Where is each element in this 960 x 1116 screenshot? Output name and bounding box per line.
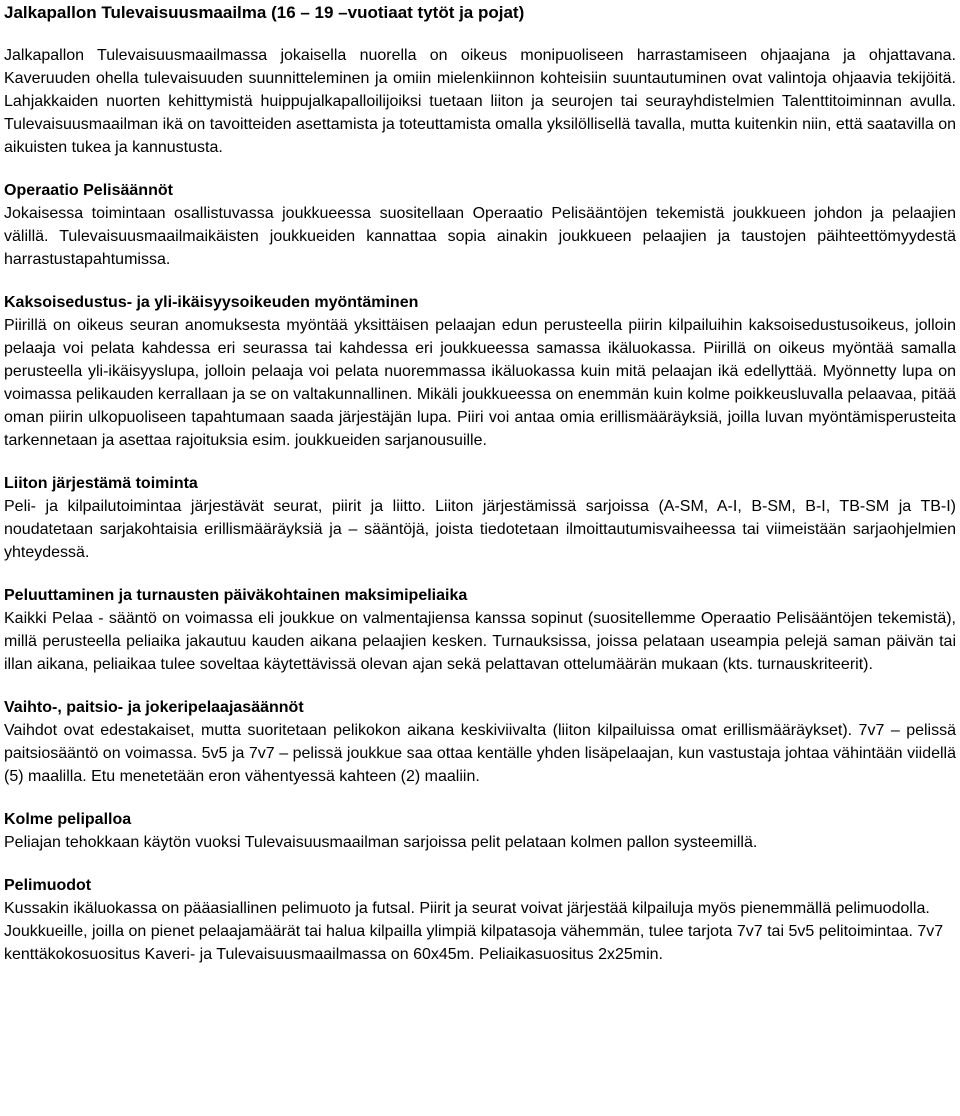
section-paragraph: Peliajan tehokkaan käytön vuoksi Tulevaisuusmaailman sarjoissa pelit pelataan kolmen pallon systeemillä.: [4, 834, 758, 851]
section-paragraph-2: Joukkueille, joilla on pienet pelaajamäärät tai halua kilpailla ylimpiä kilpatasoja vähemmän, tulee tarjota 7v7 tai 5v5 pelitoimintaa. 7v7 kenttäkokosuositus Kaveri- ja Tulevaisuusmaailmassa on 60x45m. Peliaikasuositus 2x25min.: [4, 923, 944, 963]
section-operaatio-pelisaannot: [4, 179, 956, 271]
section-paragraph: Vaihdot ovat edestakaiset, mutta suoritetaan pelikokon aikana keskiviivalta (liiton kilpailuissa omat erillismääräykset). 7v7 – pelissä paitsiosääntö on voimassa. 5v5 ja 7v7 – pelissä joukkue saa ottaa kentälle yhden lisäpelaajan, kun vastustaja johtaa vähintään viidellä (5) maalilla. Etu menetetään eron vähentyessä kahteen (2) maaliin.: [4, 722, 956, 785]
intro-section: [4, 44, 956, 159]
section-paragraph: Kaikki Pelaa - sääntö on voimassa eli joukkue on valmentajiensa kanssa sopinut (suositellemme Operaatio Pelisääntöjen tekemistä), millä perusteella peliaika jakautuu kauden aikana pelaajien kesken. Turnauksissa, joissa pelataan useampia pelejä saman päivän tai illan aikana, peliaikaa tulee soveltaa käytettävissä olevan ajan sekä pelattavan ottelumäärän mukaan (kts. turnauskriteerit).: [4, 610, 956, 673]
section-heading: Peluuttaminen ja turnausten päiväkohtainen maksimipeliaika: [4, 587, 468, 604]
intro-paragraph: Jalkapallon Tulevaisuusmaailmassa jokaisella nuorella on oikeus monipuoliseen harrastamiseen ohjaajana ja ohjattavana. Kaveruuden ohella tulevaisuuden suunnitteleminen ja omiin mielenkiinnon kohteisiin suuntautuminen ovat valintoja ohjaavia tekijöitä. Lahjakkaiden nuorten kehittymistä huippujalkapalloilijoiksi tuetaan liiton ja seurojen tai seurayhdistelmien Talenttitoiminnan avulla. Tulevaisuusmaailman ikä on tavoitteiden asettamista ja toteuttamista omalla yksilöllisellä tavalla, mutta kuitenkin niin, että saatavilla on aikuisten tukea ja kannustusta.: [4, 47, 956, 156]
section-paragraph: Kussakin ikäluokassa on pääasiallinen pelimuoto ja futsal. Piirit ja seurat voivat järjestää kilpailuja myös pienemmällä pelimuodolla.: [4, 900, 930, 917]
document-title: Jalkapallon Tulevaisuusmaailma (16 – 19 –vuotiaat tytöt ja pojat): [4, 3, 525, 22]
section-pelimuodot: [4, 874, 956, 966]
section-liiton-toiminta: [4, 472, 956, 564]
section-peluuttaminen: [4, 584, 956, 676]
section-paragraph: Piirillä on oikeus seuran anomuksesta myöntää yksittäisen pelaajan edun perusteella piirin kilpailuihin kaksoisedustusoikeus, jolloin pelaaja voi pelata kahdessa eri seurassa tai kahdessa eri joukkueessa samassa ikäluokassa. Piirillä on oikeus myöntää samalla perusteella yli-ikäisyyslupa, jolloin pelaaja voi pelata nuoremmassa ikäluokassa kuin mitä pelaajan ikä edellyttää. Myönnetty lupa on voimassa pelikauden kerrallaan ja se on valtakunnallinen. Mikäli joukkueessa on enemmän kuin kolme poikkeusluvalla pelaavaa, pitää oman piirin ulkopuoliseen tapahtumaan saada järjestäjän lupa. Piiri voi antaa omia erillismääräyksiä, joilla luvan myöntämisperusteita tarkennetaan ja asettaa rajoituksia esim. joukkueiden sarjanousuille.: [4, 317, 956, 449]
section-vaihtosaannot: [4, 696, 956, 788]
section-heading: Kolme pelipalloa: [4, 811, 132, 828]
section-heading: Vaihto-, paitsio- ja jokeripelaajasäännöt: [4, 699, 304, 716]
section-paragraph: Jokaisessa toimintaan osallistuvassa joukkueessa suositellaan Operaatio Pelisääntöjen tekemistä joukkueen johdon ja pelaajien välillä. Tulevaisuusmaailmaikäisten joukkueiden kannattaa sopia ainakin joukkueen pelaajien ja taustojen päihteettömyydestä harrastustapahtumissa.: [4, 205, 956, 268]
section-heading: Operaatio Pelisäännöt: [4, 182, 173, 199]
section-heading: Kaksoisedustus- ja yli-ikäisyysoikeuden myöntäminen: [4, 294, 419, 311]
section-kaksoisedustus: [4, 291, 956, 452]
section-kolme-pelipalloa: [4, 808, 956, 854]
section-heading: Pelimuodot: [4, 877, 92, 894]
section-paragraph: Peli- ja kilpailutoimintaa järjestävät seurat, piirit ja liitto. Liiton järjestämissä sarjoissa (A-SM, A-I, B-SM, B-I, TB-SM ja TB-I) noudatetaan sarjakohtaisia erillismääräyksiä ja – sääntöjä, joista tiedotetaan ilmoittautumisvaiheessa tai viimeistään sarjaohjelmien yhteydessä.: [4, 498, 956, 561]
section-heading: Liiton järjestämä toiminta: [4, 475, 198, 492]
